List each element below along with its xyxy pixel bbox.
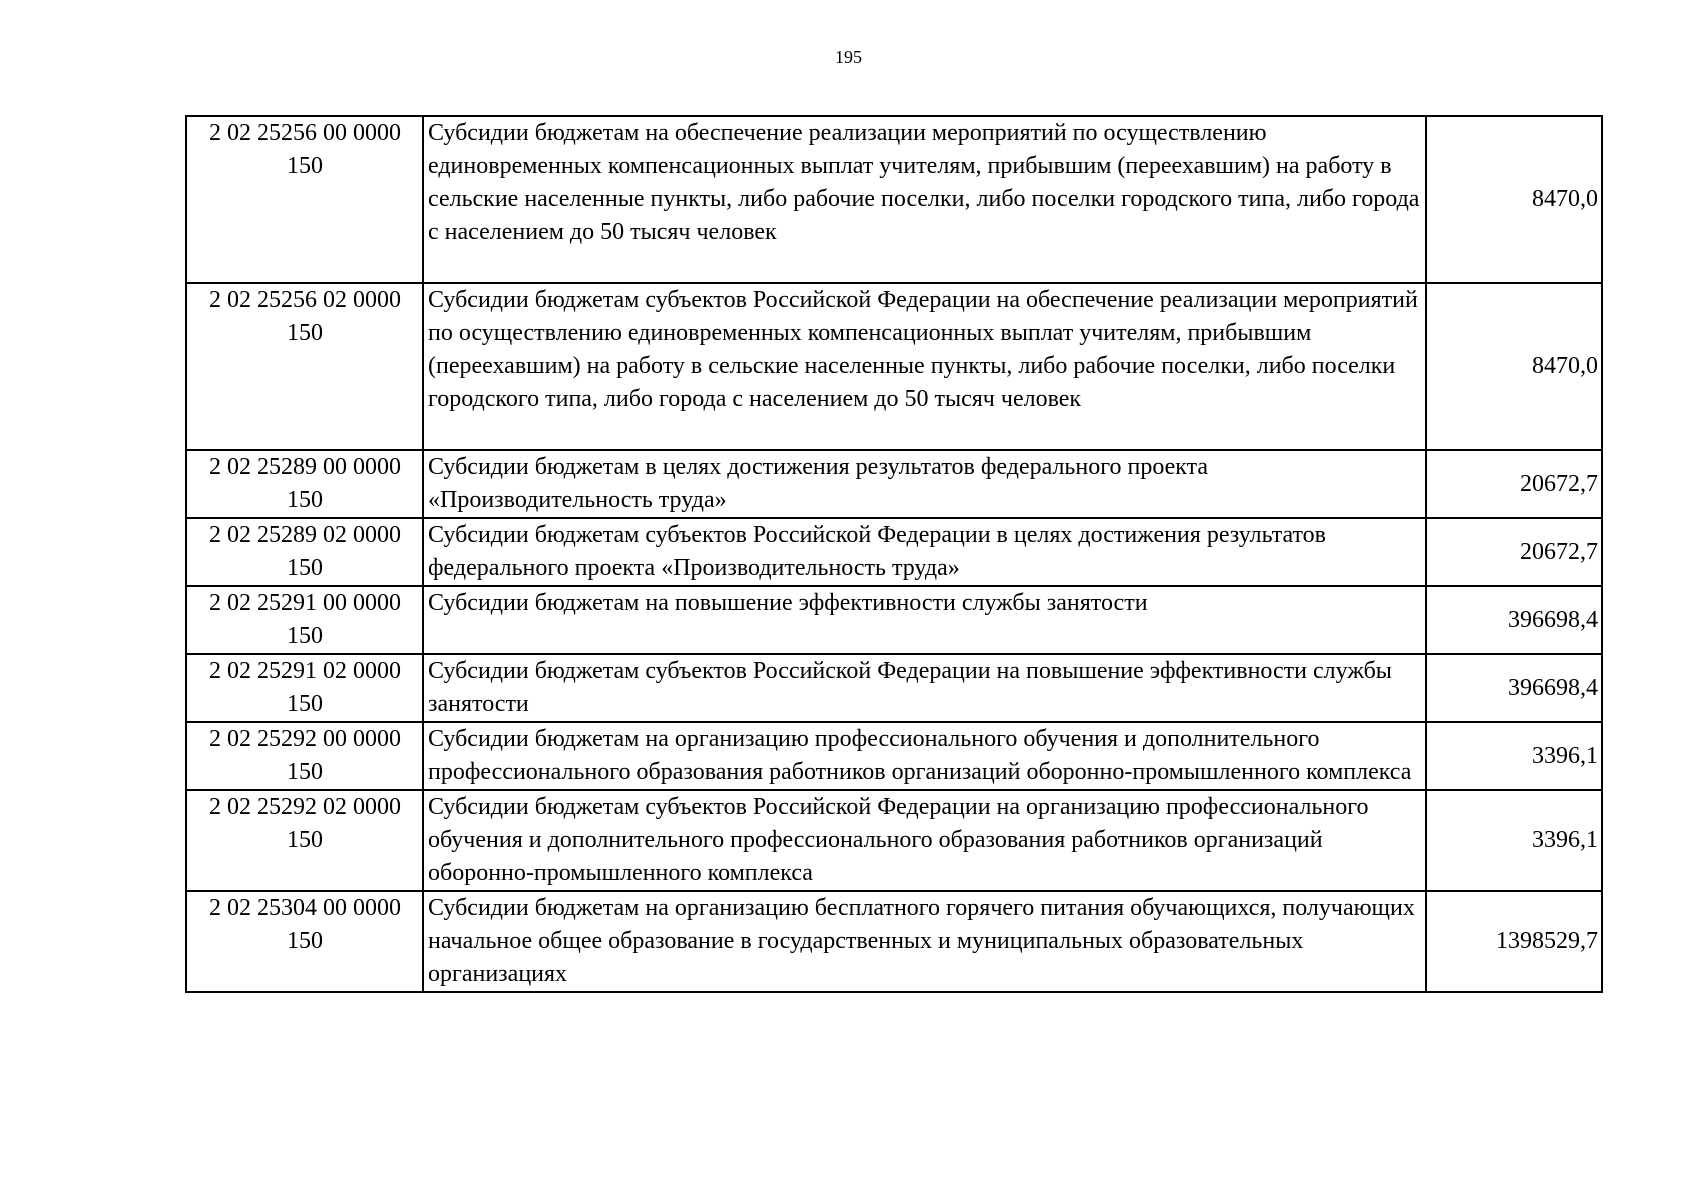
amount-cell: 396698,4 (1426, 586, 1602, 654)
description-cell: Субсидии бюджетам субъектов Российской Федерации в целях достижения результатов федерального проекта «Производительность труда» (423, 518, 1426, 586)
amount-cell: 396698,4 (1426, 654, 1602, 722)
budget-code: 2 02 25292 02 0000 (209, 794, 401, 820)
amount-cell: 8470,0 (1426, 116, 1602, 283)
table-row (186, 654, 1602, 722)
budget-code: 2 02 25304 00 0000 (209, 895, 401, 921)
description-cell: Субсидии бюджетам на повышение эффективности службы занятости (423, 586, 1426, 654)
budget-code-suffix: 150 (287, 827, 323, 853)
budget-code-suffix: 150 (287, 691, 323, 717)
budget-code-cell (186, 722, 423, 790)
budget-code-suffix: 150 (287, 153, 323, 179)
budget-code: 2 02 25292 00 0000 (209, 726, 401, 752)
description-cell: Субсидии бюджетам на организацию бесплатного горячего питания обучающихся, получающих начальное общее образование в государственных и муниципальных образовательных организациях (423, 891, 1426, 992)
description-cell: Субсидии бюджетам на организацию профессионального обучения и дополнительного профессионального образования работников организаций оборонно-промышленного комплекса (423, 722, 1426, 790)
budget-code: 2 02 25256 00 0000 (209, 120, 401, 146)
budget-code-suffix: 150 (287, 759, 323, 785)
budget-code: 2 02 25289 00 0000 (209, 454, 401, 480)
table-row (186, 722, 1602, 790)
budget-code: 2 02 25291 02 0000 (209, 658, 401, 684)
table-row (186, 450, 1602, 518)
budget-code-suffix: 150 (287, 320, 323, 346)
table-row (186, 790, 1602, 891)
budget-code-cell (186, 790, 423, 891)
budget-code-suffix: 150 (287, 487, 323, 513)
table-row (186, 586, 1602, 654)
table-row (186, 116, 1602, 283)
description-cell: Субсидии бюджетам субъектов Российской Федерации на повышение эффективности службы занятости (423, 654, 1426, 722)
budget-code-suffix: 150 (287, 555, 323, 581)
budget-code: 2 02 25289 02 0000 (209, 522, 401, 548)
page-number: 195 (835, 47, 862, 67)
description-cell: Субсидии бюджетам в целях достижения результатов федерального проекта «Производительность труда» (423, 450, 1426, 518)
description-cell: Субсидии бюджетам субъектов Российской Федерации на организацию профессионального обучения и дополнительного профессионального образования работников организаций оборонно-промышленного комплекса (423, 790, 1426, 891)
budget-code-cell (186, 586, 423, 654)
amount-cell: 3396,1 (1426, 722, 1602, 790)
amount-cell: 1398529,7 (1426, 891, 1602, 992)
budget-code-suffix: 150 (287, 623, 323, 649)
budget-code-cell (186, 891, 423, 992)
amount-cell: 20672,7 (1426, 450, 1602, 518)
budget-code-cell (186, 518, 423, 586)
amount-cell: 3396,1 (1426, 790, 1602, 891)
budget-code: 2 02 25256 02 0000 (209, 287, 401, 313)
table-row (186, 283, 1602, 450)
description-cell: Субсидии бюджетам на обеспечение реализации мероприятий по осуществлению единовременных компенсационных выплат учителям, прибывшим (переехавшим) на работу в сельские населенные пункты, либо рабочие поселки, либо поселки городского типа, либо города с населением до 50 тысяч человек (423, 116, 1426, 283)
amount-cell: 8470,0 (1426, 283, 1602, 450)
table-row (186, 891, 1602, 992)
budget-code-suffix: 150 (287, 928, 323, 954)
description-cell: Субсидии бюджетам субъектов Российской Федерации на обеспечение реализации мероприятий по осуществлению единовременных компенсационных выплат учителям, прибывшим (переехавшим) на работу в сельские населенные пункты, либо рабочие поселки, либо поселки городского типа, либо города с населением до 50 тысяч человек (423, 283, 1426, 450)
amount-cell: 20672,7 (1426, 518, 1602, 586)
budget-table (185, 115, 1603, 993)
budget-code-cell (186, 116, 423, 283)
budget-code-cell (186, 283, 423, 450)
budget-code-cell (186, 654, 423, 722)
budget-code: 2 02 25291 00 0000 (209, 590, 401, 616)
table-row (186, 518, 1602, 586)
budget-code-cell (186, 450, 423, 518)
